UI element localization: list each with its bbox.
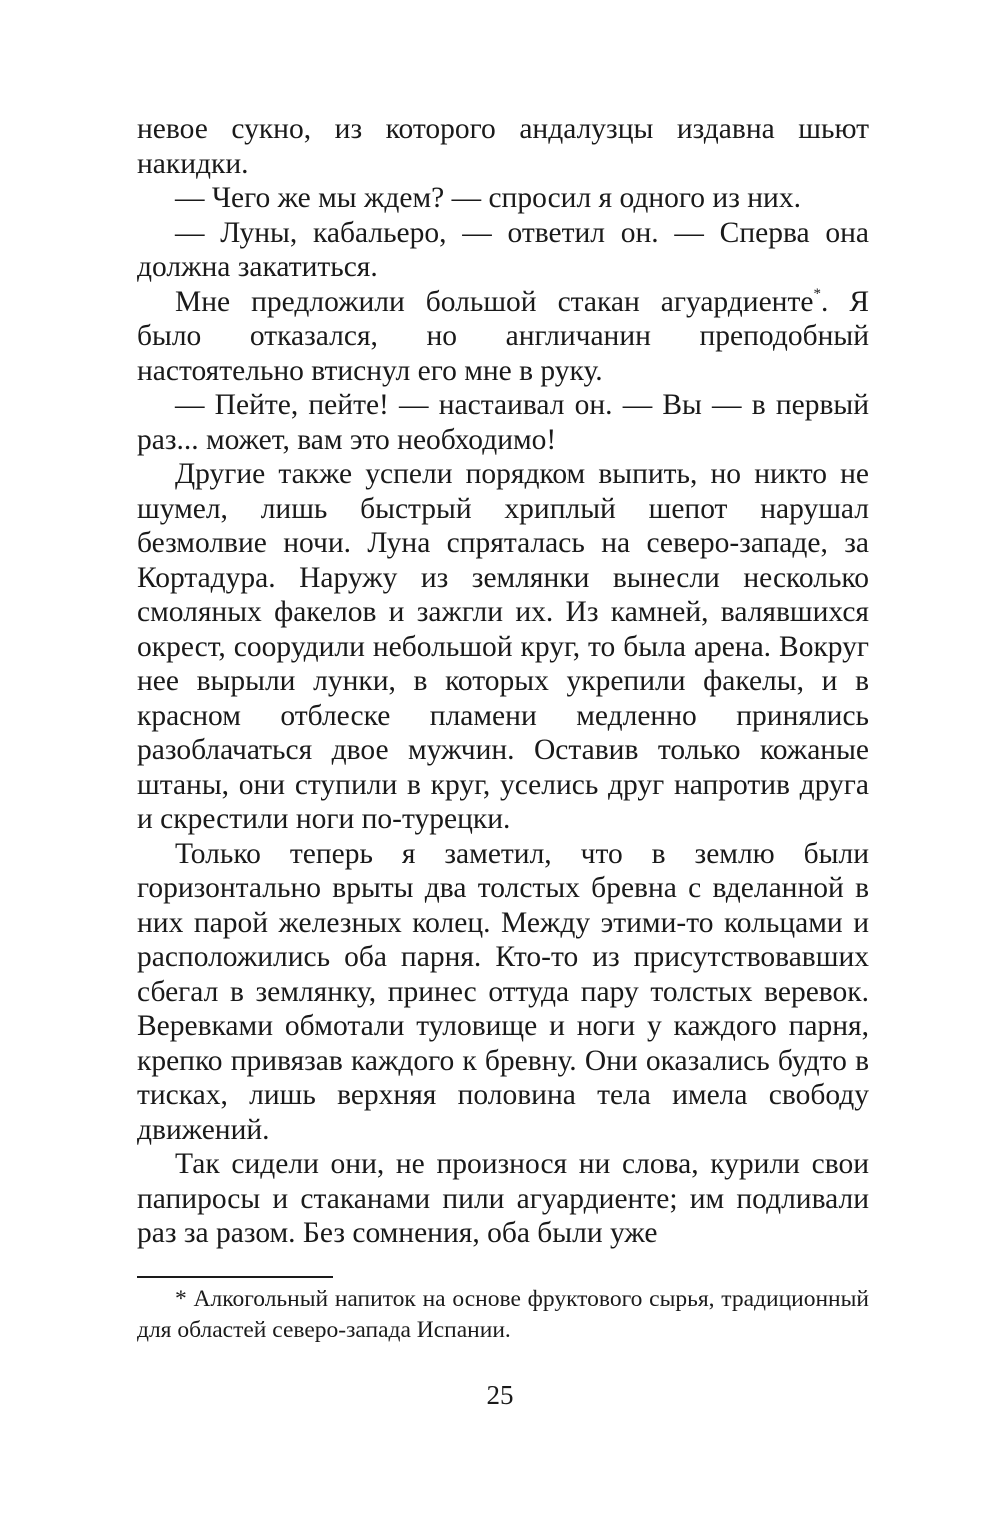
- footnote-marker: *: [813, 285, 821, 302]
- book-page: [137, 112, 869, 1251]
- paragraph: Так сидели они, не произнося ни слова, курили свои папиросы и стаканами пили агуардиенте; им подливали раз за разом. Без сомнения, оба были уже: [137, 1148, 869, 1249]
- paragraph-text: . Я было отказался, но англичанин преподобный настоятельно втиснул его мне в руку.: [137, 285, 870, 387]
- page-number: 25: [486, 1380, 514, 1410]
- paragraph: [137, 285, 869, 389]
- dialogue-line: — Луны, кабальеро, — ответил он. — Сперва она должна закатиться.: [137, 216, 869, 283]
- body-text: [137, 112, 869, 1251]
- dialogue-line: — Пейте, пейте! — настаивал он. — Вы — в первый раз... может, вам это необходимо!: [137, 389, 869, 456]
- paragraph-text: Мне предложили большой стакан агуардиенте: [175, 285, 814, 318]
- footnote: * Алкогольный напиток на основе фруктового сырья, традиционный для областей северо-запада Испании.: [137, 1286, 869, 1343]
- dialogue-line: — Чего же мы ждем? — спросил я одного из них.: [175, 182, 801, 214]
- paragraph: Другие также успели порядком выпить, но никто не шумел, лишь быстрый хриплый шепот нарушал безмолвие ночи. Луна спряталась на северо-западе, за Кортадура. Наружу из землянки вынесли несколько смоляных факелов и зажгли их. Из камней, валявшихся окрест, соорудили небольшой круг, то была арена. Вокруг нее вырыли лунки, в которых укрепили факелы, и в красном отблеске пламени медленно принялись разоблачаться двое мужчин. Оставив только кожаные штаны, они ступили в круг, уселись друг напротив друга и скрестили ноги по-турецки.: [137, 458, 869, 835]
- paragraph: Только теперь я заметил, что в землю были горизонтально врыты два толстых бревна с вделанной в них парой железных колец. Между этими-то кольцами и расположились оба парня. Кто-то из присутствовавших сбегал в землянку, принес оттуда пару толстых веревок. Веревками обмотали туловище и ноги у каждого парня, крепко привязав каждого к бревну. Они оказались будто в тисках, лишь верхняя половина тела имела свободу движений.: [137, 837, 869, 1146]
- paragraph-continued: невое сукно, из которого андалузцы издавна шьют накидки.: [137, 113, 869, 180]
- footnote-divider: [137, 1276, 333, 1278]
